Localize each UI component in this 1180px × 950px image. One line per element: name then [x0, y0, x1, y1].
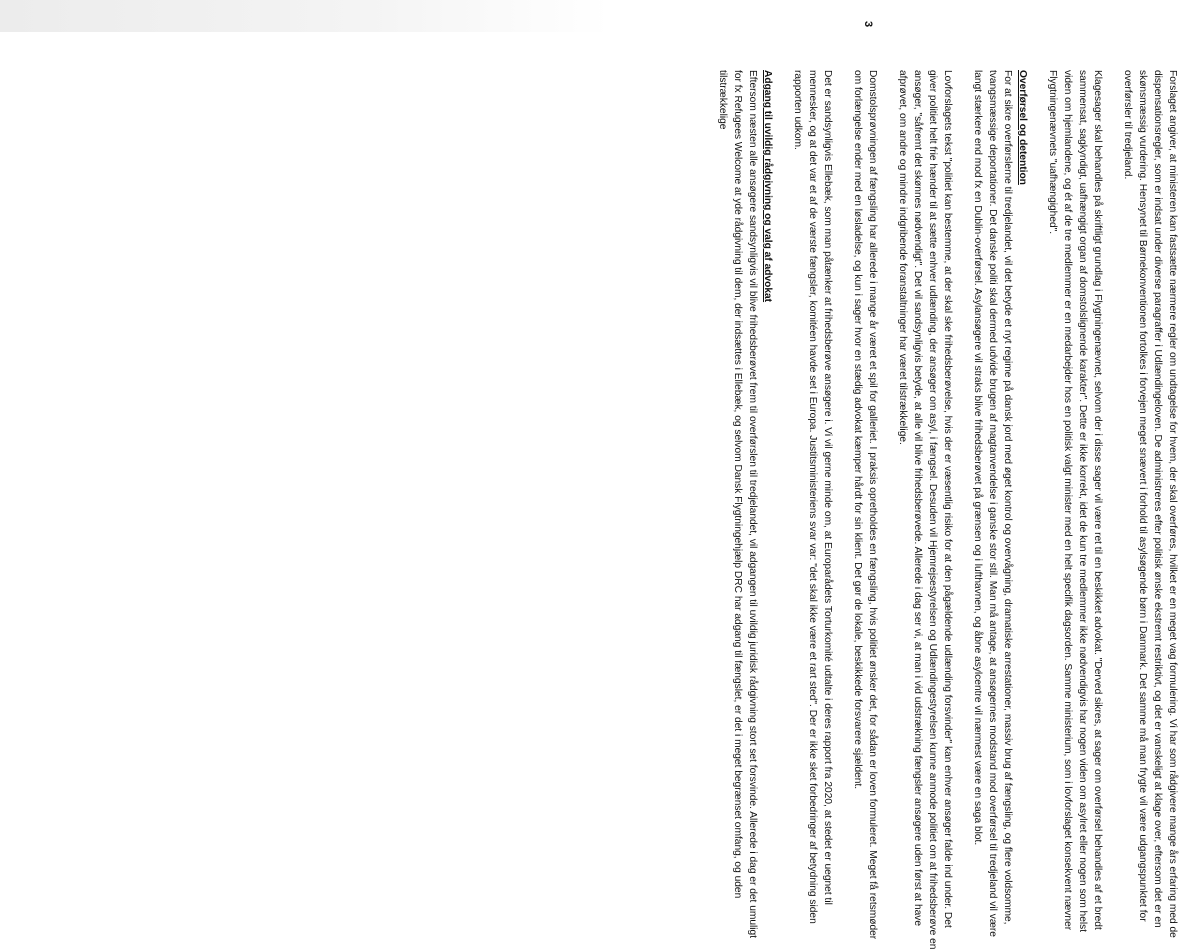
scan-edge-shadow: [0, 0, 610, 32]
paragraph-appeals: Klagesager skal behandles på skriftligt grundlag i Flygtningenævnet, selvom der i disse sager vil være ret til en beskikket advokat. "Derved sikres, at sager om overførsel behandles af et bredt sammensat, sagkyndigt, uafhængigt organ af domstolslignende karakter". Dette er ikke korrekt, idet de kun tre medlemmer ikke nødvendigvis har nogen viden om asylret eller nogen som helst viden om hjemlandene, og ét af de tre medlemmer er en medarbejder hos en politisk valgt minister med en helt specifik dagsorden. Samme ministerium, som i lovforslaget konsekvent nævner Flygtningenævnets "uafhængighed".: [1047, 70, 1103, 933]
paragraph-court-review: Domstolsprøvningen af fængsling har allerede i mange år været et spil for galleriet. I praksis opretholdes en fængsling, hvis politiet ønsker det, for sådan er loven formuleret. Meget få retsmøder om forlængelse ender med en løsladelse, og kun i sager hvor en stædig advokat kæmper hårdt for sin klient. Det gør de lokale, beskikkede forsvarere sjældent.: [852, 70, 878, 940]
heading-transfer-detention: Overførsel og detention: [1017, 70, 1028, 185]
paragraph-ellebaek: Det er sandsynligvis Ellebæk, som man påtænker at frihedsberøve ansøgere i. Vi vil gerne minde om, at Europarådets Torturkomité udtalte i deres rapport fra 2020, at stedet er uegnet til mennesker, og at det var et af de værste fængsler, komitéen havde set i Europa. Justitsministeriens svar var: "det skal ikke være et rart sted". Der er ikke sket forbedringer af betydning siden rapporten udkom.: [792, 70, 833, 924]
paragraph-counsel-access: Eftersom næsten alle ansøgere sandsynligvis vil blive frihedsberøvet frem til overførslen til tredjelandet, vil adgangen til uvildig juridisk rådgivning stort set forsvinde. Allerede i dag er det umuligt for fx Refugees Welcome at yde rådgivning til dem, der indsættes i Ellebæk, og selvom Dansk Flygtningehjælp DRC har adgang til fængslet, er det i meget begrænset omfang, og uden tilstrækkelige: [717, 70, 758, 939]
paragraph-ministerial-rules: Forslaget angiver, at ministeren kan fastsætte nærmere regler om undtagelse for hvem, der skal overføres, hvilket er en meget vag formulering. Vi har som rådgivere mange års erfaring med de dispensationsregler, som er indsat under diverse paragraffer i Udlændingeloven. De administreres efter politisk ønske ekstremt restriktivt, og det er vanskeligt at klage over, eftersom det er en skønsmæssig vurdering. Hensynet til Børnekonventionen fortolkes i forvejen meget snævert i forhold til asylsøgende børn i Danmark. Det samme må man frygte vil være udgangspunktet for overførsler til tredjeland.: [1122, 70, 1178, 938]
section-transfer-detention: [790, 70, 1030, 950]
paragraph-control-regime: For at sikre overførslerne til tredjelandet, vil det betyde et nyt regime på dansk jord med øget kontrol og overvågning, dramatiske arrestationer, massiv brug af fængsling, og flere voldsomme, tvangsmæssige deportationer. Det danske politi skal dermed udvide brugen af magtanvendelse i ganske stor stil. Man må antage, at ansøgernes modstand mod overførsel til tredjeland vil være langt stærkere end mod fx en Dublin-overførsel. Asylansøgere vil straks blive frihedsberøvet på grænsen og i lufthavnen, og åbne asylcentre vil nærmest være en saga blot.: [972, 70, 1013, 937]
paragraph-bill-text: Lovforslagets tekst "politiet kan bestemme, at der skal ske frihedsberøvelse, hvis der er væsentlig risiko for at den pågældende udlænding forsvinder" kan enhver ansøger falde ind under. Det giver politiet helt frie hænder til at sætte enhver udlænding, der ansøger om asyl, i fængsel. Desuden vil Hjemrejsestyrelsen og Udlændingestyrelsen kunne anmode politiet om at frihedsberøve en ansøger, "såfremt det skønnes nødvendigt". Det vil sandsynligvis betyde, at alle vil blive frihedsberøvede. Allerede i dag ser vi, at man i vid udstrækning fængsler ansøgere uden først at have afprøvet, om andre og mindre indgribende foranstaltninger har været tilstrækkelige.: [897, 70, 953, 950]
page-number: 3: [862, 20, 874, 28]
section-legal-counsel: [715, 70, 775, 950]
rotated-document-page: [700, 70, 1180, 950]
heading-legal-counsel: Adgang til uvildig rådgivning og valg af advokat: [762, 70, 773, 303]
